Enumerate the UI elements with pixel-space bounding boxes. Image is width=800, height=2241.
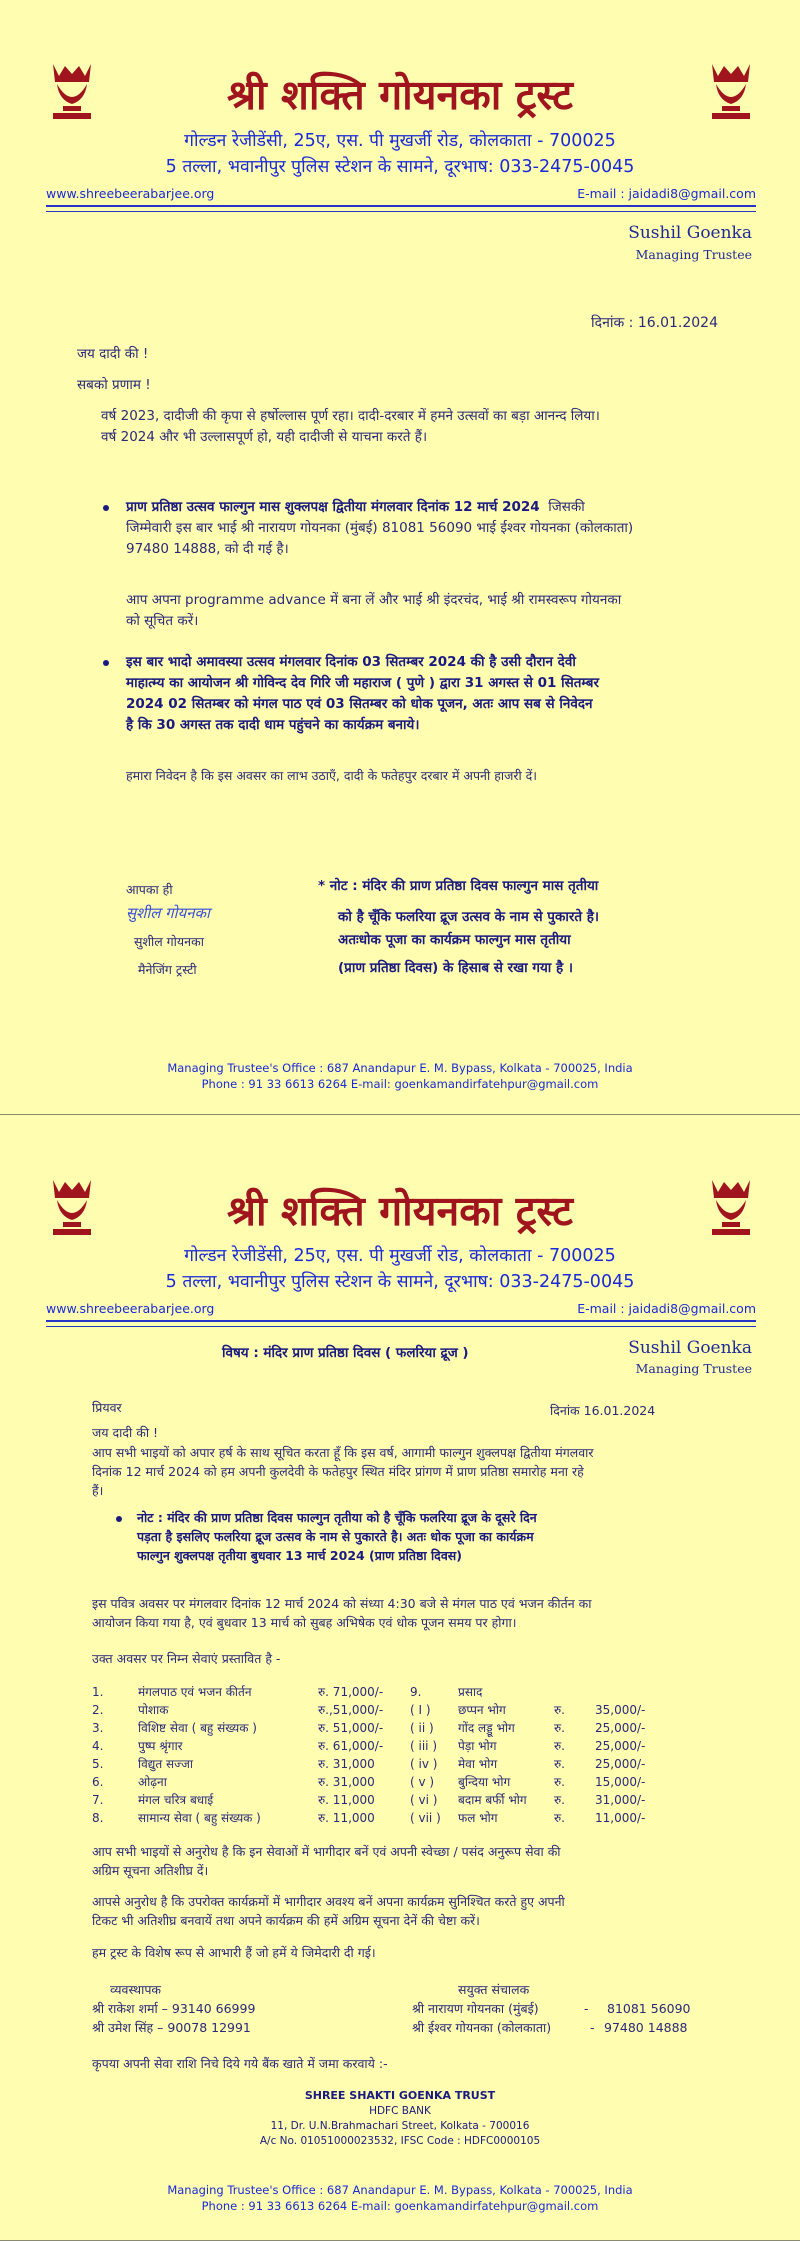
event-line-2: आयोजन किया गया है, एवं बुधवार 13 मार्च को सुबह अभिषेक एवं धोक पूजन समय पर होगा। <box>92 1615 517 1630</box>
bullet1-bold: प्राण प्रतिष्ठा उत्सव फाल्गुन मास शुक्लपक्ष द्वितीया मंगलवार दिनांक 12 मार्च 2024 <box>126 499 540 515</box>
joint-director-title: सयुक्त संचालक <box>458 1982 530 1997</box>
manager-title: व्यवस्थापक <box>110 1982 162 1997</box>
address-line-1: गोल्डन रेजीडेंसी, 25ए, एस. पी मुखर्जी रोड, कोलकाता - 700025 <box>184 131 616 151</box>
joint-director-2-dash: - <box>590 2020 595 2035</box>
signatory-name: Sushil Goenka <box>628 223 752 243</box>
greeting-1: जय दादी की ! <box>77 346 149 362</box>
note-line-2: पड़ता है इसलिए फलरिया द्रूज उत्सव के नाम से पुकारते है। अतः धोक पूजा का कार्यक्रम <box>137 1529 534 1544</box>
header-rule <box>46 1320 756 1322</box>
cell: 31,000/- <box>595 1793 646 1807</box>
signatory-role: Managing Trustee <box>635 1361 752 1376</box>
bullet <box>116 1516 122 1522</box>
cell: ओढ़ना <box>138 1775 167 1789</box>
cell: सामान्य सेवा ( बहु संख्यक ) <box>138 1811 261 1825</box>
appeal2-line-2: टिकट भी अतिशीघ्र बनवायें तथा अपने कार्यक्रम की हमें अग्रिम सूचना देनें की चेष्टा करें। <box>92 1913 480 1928</box>
cell: रु. 51,000/- <box>318 1721 384 1735</box>
footer-line-2: Phone : 91 33 6613 6264 E-mail: goenkamandirfatehpur@gmail.com <box>201 2199 599 2213</box>
bank-account-name: SHREE SHAKTI GOENKA TRUST <box>304 2089 496 2102</box>
cell: 4. <box>92 1739 104 1753</box>
services-col-name <box>138 1683 261 1827</box>
footer-line-1: Managing Trustee's Office : 687 Anandapur E. M. Bypass, Kolkata - 700025, India <box>167 2183 633 2197</box>
cell: ( v ) <box>410 1775 435 1789</box>
cell: 8. <box>92 1811 104 1825</box>
joint-director-2-phone: 97480 14888 <box>604 2020 688 2035</box>
cell: ( vii ) <box>410 1811 441 1825</box>
cell: रु. <box>554 1775 565 1789</box>
footer-line-2: Phone : 91 33 6613 6264 E-mail: goenkamandirfatehpur@gmail.com <box>201 1077 599 1091</box>
subject-line: विषय : मंदिर प्राण प्रतिष्ठा दिवस ( फलरिया द्रूज ) <box>222 1345 469 1361</box>
website-link[interactable]: www.shreebeerabarjee.org <box>46 1301 215 1316</box>
event-line-1: इस पवित्र अवसर पर मंगलवार दिनांक 12 मार्च 2024 को संध्या 4:30 बजे से मंगल पाठ एवं भजन कीर्तन का <box>92 1596 592 1611</box>
bullet2-line-3: 2024 02 सितम्बर को मंगल पाठ एवं 03 सितम्बर को धोक पूजन, अतः आप सब से निवेदन <box>126 696 593 712</box>
cell: 7. <box>92 1793 104 1807</box>
manager-2: श्री उमेश सिंह – 90078 12991 <box>92 2020 251 2035</box>
letter-page-1 <box>0 0 800 1115</box>
cell: रु. <box>554 1739 565 1753</box>
cell: मंगलपाठ एवं भजन कीर्तन <box>138 1685 252 1699</box>
cell: रु. <box>554 1703 565 1717</box>
appeal2-line-1: आपसे अनुरोध है कि उपरोक्त कार्यक्रमों में भागीदार अवश्य बनें अपना कार्यक्रम सुनिश्चित करते हुए अपनी <box>92 1894 565 1909</box>
manager-1: श्री राकेश शर्मा – 93140 66999 <box>92 2001 256 2016</box>
intro-line-3: हैं। <box>92 1483 104 1498</box>
note-line-1: * नोट : मंदिर की प्राण प्रतिष्ठा दिवस फाल्गुन मास तृतीया <box>318 878 599 894</box>
cell: मेवा भोग <box>458 1757 498 1771</box>
cell: मंगल चरित्र बधाई <box>138 1793 214 1807</box>
intro-line-1: आप सभी भाइयों को अपार हर्ष के साथ सूचित करता हूँ कि इस वर्ष, आगामी फाल्गुन शुक्लपक्ष द्वितीया मंगलवार <box>92 1445 594 1460</box>
header-rule-thin <box>46 1326 756 1327</box>
note-line-4: (प्राण प्रतिष्ठा दिवस) के हिसाब से रखा गया है । <box>338 960 573 976</box>
cell: 5. <box>92 1757 104 1771</box>
bullet1-line-3: 97480 14888, को दी गई है। <box>126 541 289 557</box>
bank-name: HDFC BANK <box>369 2105 431 2117</box>
note-line-2: को है चूँकि फलरिया द्रूज उत्सव के नाम से पुकारते है। <box>338 909 600 925</box>
note-line-1: नोट : मंदिर की प्राण प्रतिष्ठा दिवस फाल्गुन तृतीया को है चूँकि फलरिया द्रूज के दूसरे दिन <box>137 1510 537 1525</box>
request-line: हमारा निवेदन है कि इस अवसर का लाभ उठाएँ, दादी के फतेहपुर दरबार में अपनी हाजरी दें। <box>126 768 538 783</box>
bullet1-rest: जिसकी <box>548 499 585 515</box>
appeal1-line-1: आप सभी भाइयों से अनुरोध है कि इन सेवाओं में भागीदार बनें एवं अपनी स्वेच्छा / पसंद अनुरूप सेवा की <box>92 1844 561 1859</box>
cell: 3. <box>92 1721 104 1735</box>
greeting-2: सबको प्रणाम ! <box>77 377 151 393</box>
services-col-no2 <box>410 1683 441 1827</box>
cell: 9. <box>410 1685 422 1699</box>
bullet1-line-1 <box>126 497 585 518</box>
bank-intro: कृपया अपनी सेवा राशि निचे दिये गये बैंक खाते में जमा करवाये :- <box>92 2056 388 2071</box>
cell: रु. 61,000/- <box>318 1739 384 1753</box>
bullet <box>103 660 109 666</box>
cell: रु. <box>554 1721 565 1735</box>
services-col-amount2 <box>595 1683 645 1827</box>
services-col-currency <box>554 1683 565 1827</box>
cell: रु. <box>554 1811 565 1825</box>
cell: ( iii ) <box>410 1739 437 1753</box>
cell: 1. <box>92 1685 104 1699</box>
joint-director-1-dash: - <box>584 2001 589 2016</box>
footer-line-1: Managing Trustee's Office : 687 Anandapur E. M. Bypass, Kolkata - 700025, India <box>167 1061 633 1075</box>
cell <box>554 1683 565 1701</box>
cell: 11,000/- <box>595 1811 646 1825</box>
joint-director-2-name: श्री ईश्वर गोयनका (कोलकाता) <box>412 2020 552 2035</box>
cell: ( vi ) <box>410 1793 438 1807</box>
handwritten-signature: सुशील गोयनका <box>126 904 210 922</box>
bullet2-line-1: इस बार भादो अमावस्या उत्सव मंगलवार दिनांक 03 सितम्बर 2024 की है उसी दौरान देवी <box>126 654 576 670</box>
cell: 6. <box>92 1775 104 1789</box>
cell: रु. 11,000 <box>318 1811 375 1825</box>
bank-account-number: A/c No. 01051000023532, IFSC Code : HDFC0000105 <box>259 2135 541 2147</box>
cell: विशिष्ट सेवा ( बहु संख्यक ) <box>138 1721 257 1735</box>
thanks-line: हम ट्रस्ट के विशेष रूप से आभारी हैं जो हमें ये जिमेदारी दी गई। <box>92 1945 376 1960</box>
letter-date: दिनांक 16.01.2024 <box>550 1403 656 1418</box>
bullet <box>103 505 109 511</box>
note-line-3: फाल्गुन शुक्लपक्ष तृतीया बुधवार 13 मार्च 2024 (प्राण प्रतिष्ठा दिवस) <box>137 1548 462 1563</box>
cell: रु. 11,000 <box>318 1793 375 1807</box>
services-col-no <box>92 1683 103 1827</box>
services-col-item <box>458 1683 527 1827</box>
header-rule <box>46 205 756 207</box>
cell: गोंद लड्डू भोग <box>458 1721 515 1735</box>
services-col-amount <box>318 1683 383 1827</box>
salutation: प्रियवर <box>92 1400 122 1415</box>
para2-line-1: आप अपना programme advance में बना लें और भाई श्री इंदरचंद, भाई श्री रामस्वरूप गोयनका <box>126 592 622 608</box>
appeal1-line-2: अग्रिम सूचना अतिशीघ्र दें। <box>92 1863 209 1878</box>
bank-address: 11, Dr. U.N.Brahmachari Street, Kolkata - 700016 <box>270 2120 530 2132</box>
cell: 15,000/- <box>595 1775 646 1789</box>
greeting: जय दादी की ! <box>92 1425 159 1440</box>
letter-date: दिनांक : 16.01.2024 <box>591 315 718 331</box>
address-line-2: 5 तल्ला, भवानीपुर पुलिस स्टेशन के सामने, दूरभाष: 033-2475-0045 <box>165 1272 635 1292</box>
cell: ( I ) <box>410 1703 431 1717</box>
cell: रु. 31,000 <box>318 1775 375 1789</box>
cell: 35,000/- <box>595 1703 646 1717</box>
trust-title: श्री शक्ति गोयनका ट्रस्ट <box>227 71 573 119</box>
cell: बुन्दिया भोग <box>458 1775 511 1789</box>
cell: ( iv ) <box>410 1757 438 1771</box>
letter-page-2 <box>0 1115 800 2241</box>
cell: रु. <box>554 1793 565 1807</box>
cell: पेड़ा भोग <box>458 1739 497 1753</box>
cell <box>595 1683 645 1701</box>
cell: रु. 31,000 <box>318 1757 375 1771</box>
cell: रु.,51,000/- <box>318 1703 384 1717</box>
email-link[interactable]: E-mail : jaidadi8@gmail.com <box>577 186 756 201</box>
cell: छप्पन भोग <box>458 1703 506 1717</box>
cell: रु. <box>554 1757 565 1771</box>
cell: 25,000/- <box>595 1721 646 1735</box>
para2-line-2: को सूचित करें। <box>126 613 199 629</box>
intro-line-2: दिनांक 12 मार्च 2024 को हम अपनी कुलदेवी के फतेहपुर स्थित मंदिर प्रांगण में प्राण प्रतिष्ठा समारोह मना रहे <box>92 1464 584 1479</box>
para1-line-2: वर्ष 2024 और भी उल्लासपूर्ण हो, यही दादीजी से याचना करते हैं। <box>101 429 428 445</box>
email-link[interactable]: E-mail : jaidadi8@gmail.com <box>577 1301 756 1316</box>
cell: विद्युत सज्जा <box>138 1757 193 1771</box>
cell: 2. <box>92 1703 104 1717</box>
cell: बदाम बर्फी भोग <box>458 1793 527 1807</box>
closing-name: सुशील गोयनका <box>134 934 204 949</box>
bullet1-line-2: जिम्मेवारी इस बार भाई श्री नारायण गोयनका (मुंबई) 81081 56090 भाई ईश्वर गोयनका (कोलकाता) <box>126 520 634 536</box>
cell: 25,000/- <box>595 1757 646 1771</box>
cell: 25,000/- <box>595 1739 646 1753</box>
header-rule-thin <box>46 211 756 212</box>
para1-line-1: वर्ष 2023, दादीजी की कृपा से हर्षोल्लास पूर्ण रहा। दादी-दरबार में हमने उत्सवों का बड़ा आनन्द लिया। <box>101 408 600 424</box>
bullet2-line-4: है कि 30 अगस्त तक दादी धाम पहुंचने का कार्यक्रम बनाये। <box>126 717 420 733</box>
signatory-role: Managing Trustee <box>635 247 752 262</box>
cell: रु. 71,000/- <box>318 1685 384 1699</box>
cell: फल भोग <box>458 1811 498 1825</box>
cell: पोशाक <box>138 1703 169 1717</box>
website-link[interactable]: www.shreebeerabarjee.org <box>46 186 215 201</box>
address-line-2: 5 तल्ला, भवानीपुर पुलिस स्टेशन के सामने, दूरभाष: 033-2475-0045 <box>165 157 635 177</box>
cell: ( ii ) <box>410 1721 434 1735</box>
closing-role: मैनेजिंग ट्रस्टी <box>138 962 197 977</box>
closing: आपका ही <box>126 882 173 897</box>
cell: प्रसाद <box>458 1685 483 1699</box>
address-line-1: गोल्डन रेजीडेंसी, 25ए, एस. पी मुखर्जी रोड, कोलकाता - 700025 <box>184 1246 616 1266</box>
signatory-name: Sushil Goenka <box>628 1338 752 1358</box>
trust-title: श्री शक्ति गोयनका ट्रस्ट <box>227 1187 573 1235</box>
cell: पुष्प श्रृंगार <box>138 1739 183 1753</box>
joint-director-1-name: श्री नारायण गोयनका (मुंबई) <box>412 2001 539 2016</box>
note-line-3: अतःधोक पूजा का कार्यक्रम फाल्गुन मास तृतीया <box>338 932 571 948</box>
joint-director-1-phone: 81081 56090 <box>607 2001 691 2016</box>
services-intro: उक्त अवसर पर निम्न सेवाएं प्रस्तावित है - <box>92 1651 281 1666</box>
bullet2-line-2: माहात्म्य का आयोजन श्री गोविन्द देव गिरि जी महाराज ( पुणे ) द्वारा 31 अगस्त से 01 सितम्बर <box>126 675 600 691</box>
